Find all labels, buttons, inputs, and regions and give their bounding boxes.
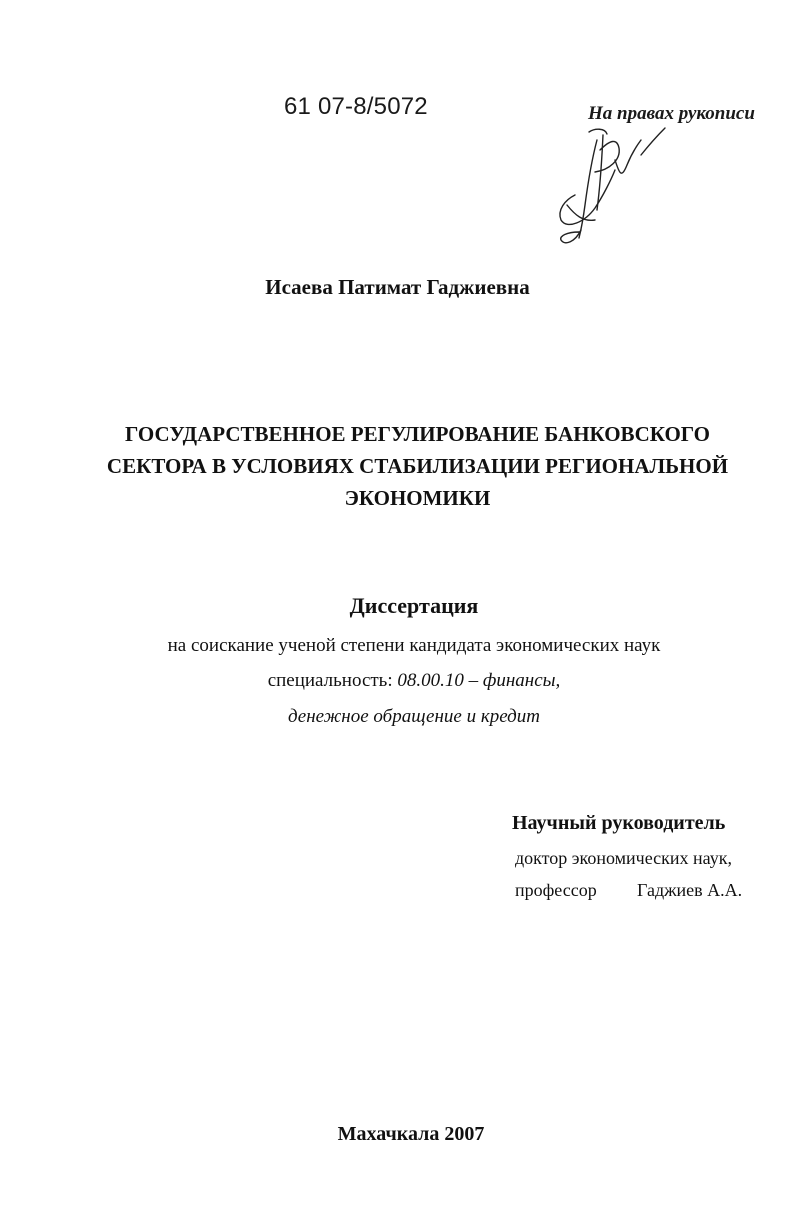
dissertation-title — [40, 418, 795, 514]
document-registration-number: 61 07-8/5072 — [284, 93, 428, 120]
document-type-heading: Диссертация — [349, 593, 479, 618]
degree-line: на соискание ученой степени кандидата экономических наук — [167, 635, 661, 656]
specialty-label: специальность: — [267, 670, 398, 691]
city-year: Махачкала 2007 — [337, 1123, 485, 1145]
author-name: Исаева Патимат Гаджиевна — [265, 275, 530, 299]
title-line: СЕКТОРА В УСЛОВИЯХ СТАБИЛИЗАЦИИ РЕГИОНАЛЬНОЙ — [106, 454, 729, 478]
specialty-line — [0, 670, 795, 692]
rights-notice: На правах рукописи — [588, 103, 755, 124]
title-line: ГОСУДАРСТВЕННОЕ РЕГУЛИРОВАНИЕ БАНКОВСКОГО — [125, 422, 710, 446]
supervisor-position: профессор — [515, 880, 597, 900]
supervisor-heading: Научный руководитель — [512, 812, 726, 834]
specialty-continuation: денежное обращение и кредит — [287, 706, 541, 727]
title-line: ЭКОНОМИКИ — [344, 486, 491, 510]
specialty-code: 08.00.10 – финансы, — [397, 670, 561, 691]
supervisor-name: Гаджиев А.А. — [637, 880, 743, 900]
handwritten-signature — [545, 110, 695, 255]
supervisor-degree: доктор экономических наук, — [515, 848, 732, 868]
